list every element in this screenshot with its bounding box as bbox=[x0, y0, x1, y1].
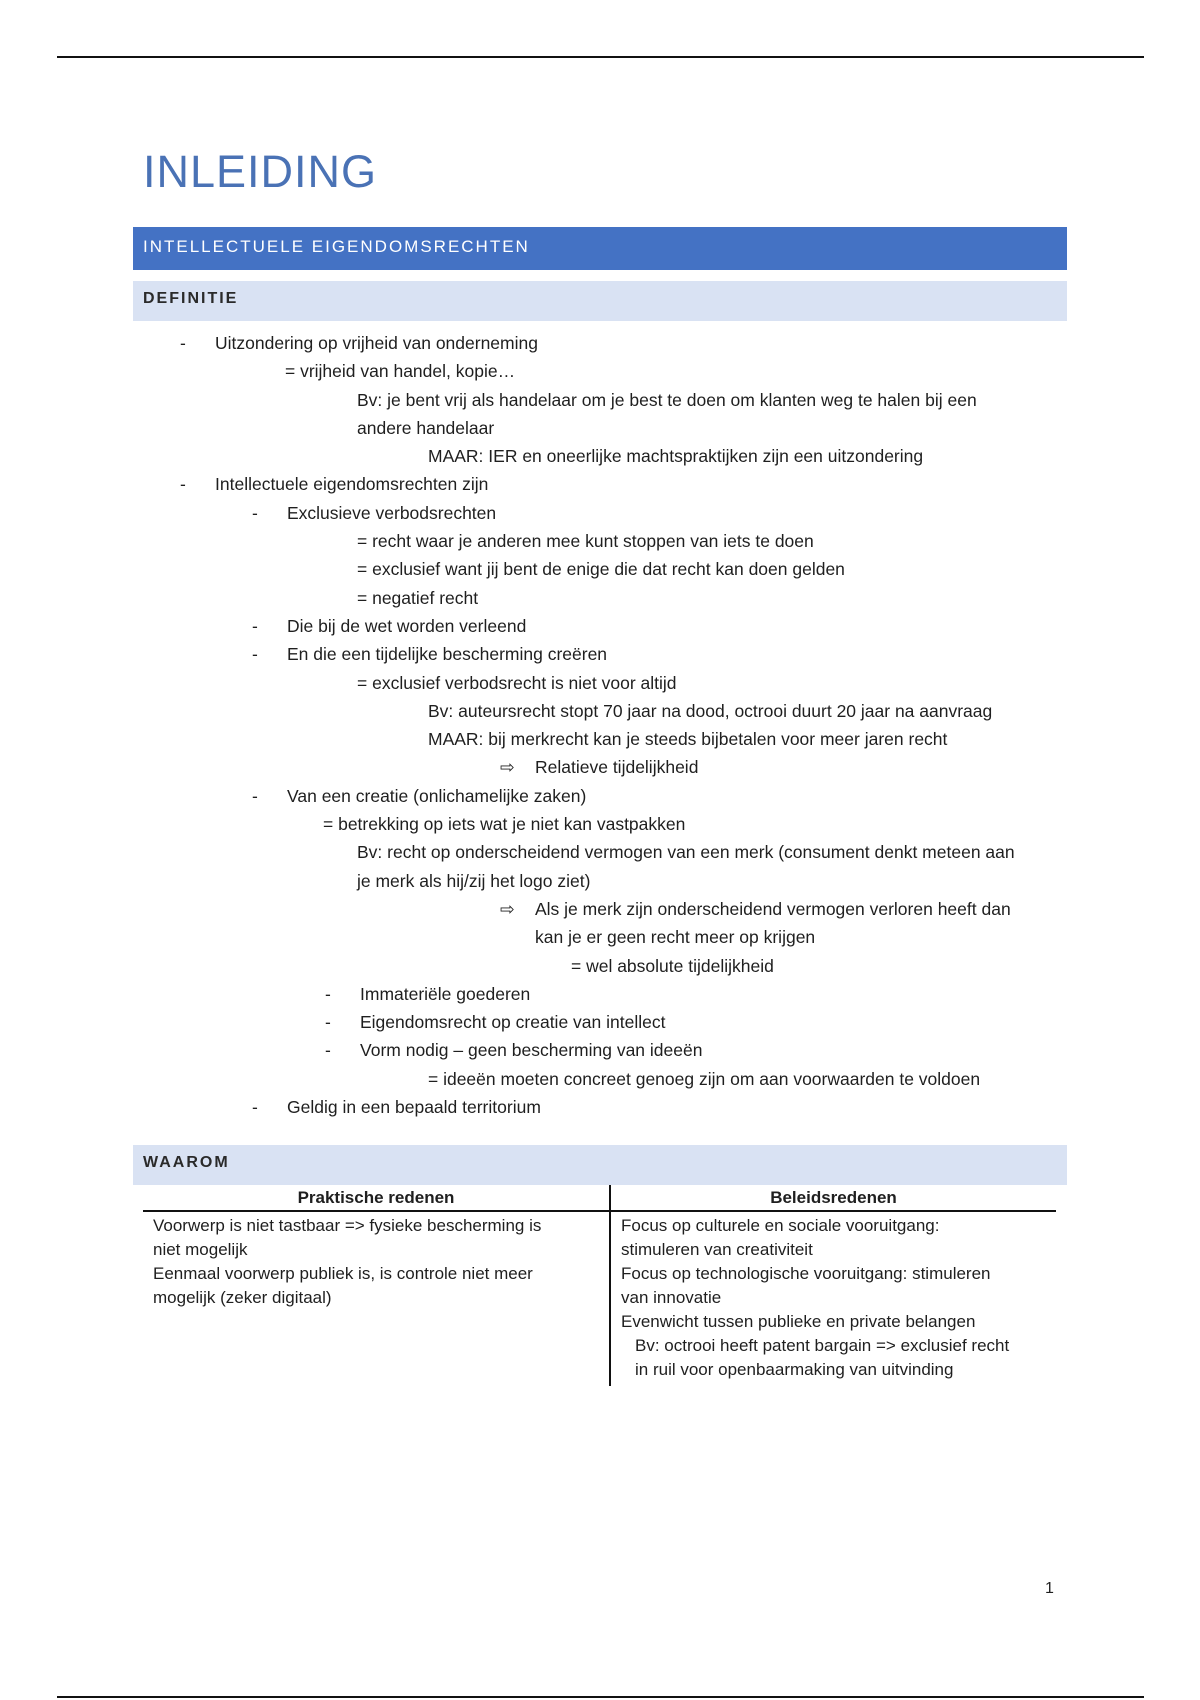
list-item bbox=[0, 555, 1200, 583]
bullet-dash: - bbox=[252, 644, 258, 665]
list-item bbox=[0, 329, 1200, 357]
cell-line: Bv: octrooi heeft patent bargain => exclusief recht bbox=[635, 1336, 1010, 1355]
list-item-text: Immateriële goederen bbox=[360, 983, 531, 1004]
table-row bbox=[143, 1211, 1056, 1386]
page-title: INLEIDING bbox=[143, 146, 378, 197]
bullet-dash: - bbox=[325, 1012, 331, 1033]
list-item bbox=[0, 867, 1200, 895]
list-item-text: = ideeën moeten concreet genoeg zijn om aan voorwaarden te voldoen bbox=[428, 1068, 981, 1089]
arrow-icon: ⇨ bbox=[500, 898, 515, 919]
list-item bbox=[0, 612, 1200, 640]
table-header-beleid: Beleidsredenen bbox=[610, 1185, 1056, 1211]
bullet-dash: - bbox=[325, 983, 331, 1004]
cell-line: Voorwerp is niet tastbaar => fysieke bescherming is bbox=[153, 1216, 542, 1235]
list-item-text: Intellectuele eigendomsrechten zijn bbox=[215, 474, 489, 495]
cell-line: stimuleren van creativiteit bbox=[621, 1240, 813, 1259]
cell-line: niet mogelijk bbox=[153, 1240, 248, 1259]
list-item-text: En die een tijdelijke bescherming creëren bbox=[287, 644, 608, 665]
list-item bbox=[0, 1065, 1200, 1093]
table-cell-beleid bbox=[610, 1211, 1056, 1386]
bullet-dash: - bbox=[180, 474, 186, 495]
cell-line: Focus op culturele en sociale vooruitgang: bbox=[621, 1216, 940, 1235]
list-item bbox=[0, 640, 1200, 668]
header-rule bbox=[57, 56, 1144, 58]
list-item-text: Die bij de wet worden verleend bbox=[287, 615, 527, 636]
list-item bbox=[0, 952, 1200, 980]
list-item bbox=[0, 753, 1200, 781]
list-item-text: MAAR: IER en oneerlijke machtspraktijken zijn een uitzondering bbox=[428, 446, 924, 467]
bullet-dash: - bbox=[180, 333, 186, 353]
bullet-dash: - bbox=[252, 502, 258, 523]
arrow-icon: ⇨ bbox=[500, 757, 515, 778]
list-item bbox=[0, 527, 1200, 555]
list-item-text: Relatieve tijdelijkheid bbox=[535, 757, 699, 778]
list-item bbox=[0, 895, 1200, 923]
bullet-dash: - bbox=[325, 1040, 331, 1061]
list-item-text: = betrekking op iets wat je niet kan vastpakken bbox=[323, 814, 686, 835]
list-item bbox=[0, 414, 1200, 442]
list-item-text: = wel absolute tijdelijkheid bbox=[571, 955, 774, 976]
list-item bbox=[0, 386, 1200, 414]
list-item bbox=[0, 697, 1200, 725]
list-item bbox=[0, 980, 1200, 1008]
cell-line: Focus op technologische vooruitgang: stimuleren bbox=[621, 1264, 991, 1283]
list-item bbox=[0, 725, 1200, 753]
cell-line: Eenmaal voorwerp publiek is, is controle niet meer bbox=[153, 1264, 533, 1283]
list-item-text: Als je merk zijn onderscheidend vermogen verloren heeft dan bbox=[535, 898, 1011, 919]
bullet-dash: - bbox=[252, 785, 258, 806]
cell-line: van innovatie bbox=[621, 1288, 722, 1307]
list-item-text: = vrijheid van handel, kopie… bbox=[285, 361, 516, 382]
list-item-text: kan je er geen recht meer op krijgen bbox=[535, 927, 816, 948]
table-header-row bbox=[143, 1185, 1056, 1211]
definition-list bbox=[0, 329, 1200, 1121]
list-item bbox=[0, 499, 1200, 527]
list-item bbox=[0, 470, 1200, 498]
bullet-dash: - bbox=[252, 615, 258, 636]
list-item bbox=[0, 810, 1200, 838]
list-item-text: andere handelaar bbox=[357, 417, 495, 438]
list-item-text: Geldig in een bepaald territorium bbox=[287, 1097, 541, 1118]
subsection-heading-waarom: WAAROM bbox=[133, 1145, 1067, 1185]
list-item-text: Van een creatie (onlichamelijke zaken) bbox=[287, 785, 587, 806]
list-item-text: = exclusief want jij bent de enige die dat recht kan doen gelden bbox=[357, 559, 845, 580]
list-item bbox=[0, 1036, 1200, 1064]
list-item bbox=[0, 584, 1200, 612]
list-item-text: Bv: auteursrecht stopt 70 jaar na dood, octrooi duurt 20 jaar na aanvraag bbox=[428, 700, 993, 721]
subsection-heading-definitie: DEFINITIE bbox=[133, 281, 1067, 321]
cell-line: in ruil voor openbaarmaking van uitvinding bbox=[635, 1360, 954, 1379]
list-item-text: Vorm nodig – geen bescherming van ideeën bbox=[360, 1040, 703, 1061]
table-header-praktisch: Praktische redenen bbox=[143, 1185, 610, 1211]
list-item-text: = recht waar je anderen mee kunt stoppen van iets te doen bbox=[357, 531, 814, 552]
list-item-text: Exclusieve verbodsrechten bbox=[287, 502, 497, 523]
cell-line: Evenwicht tussen publieke en private belangen bbox=[621, 1312, 976, 1331]
table-cell-praktisch bbox=[143, 1211, 610, 1386]
cell-line: mogelijk (zeker digitaal) bbox=[153, 1288, 332, 1307]
reasons-table bbox=[143, 1185, 1056, 1386]
list-item-text: = exclusief verbodsrecht is niet voor altijd bbox=[357, 672, 677, 693]
footer-rule bbox=[57, 1696, 1144, 1698]
list-item-text: Bv: je bent vrij als handelaar om je best te doen om klanten weg te halen bij een bbox=[357, 389, 977, 410]
list-item bbox=[0, 1093, 1200, 1121]
list-item bbox=[0, 923, 1200, 951]
list-item bbox=[0, 669, 1200, 697]
list-item bbox=[0, 782, 1200, 810]
section-heading: INTELLECTUELE EIGENDOMSRECHTEN bbox=[133, 227, 1067, 270]
list-item-text: Uitzondering op vrijheid van onderneming bbox=[215, 333, 538, 353]
bullet-dash: - bbox=[252, 1097, 258, 1118]
list-item-text: Eigendomsrecht op creatie van intellect bbox=[360, 1012, 666, 1033]
list-item-text: je merk als hij/zij het logo ziet) bbox=[357, 870, 591, 891]
list-item-text: MAAR: bij merkrecht kan je steeds bijbetalen voor meer jaren recht bbox=[428, 729, 948, 750]
list-item bbox=[0, 442, 1200, 470]
page-number: 1 bbox=[1045, 1580, 1054, 1597]
list-item-text: Bv: recht op onderscheidend vermogen van een merk (consument denkt meteen aan bbox=[357, 842, 1015, 863]
list-item bbox=[0, 1008, 1200, 1036]
list-item-text: = negatief recht bbox=[357, 587, 479, 608]
list-item bbox=[0, 838, 1200, 866]
list-item bbox=[0, 357, 1200, 385]
